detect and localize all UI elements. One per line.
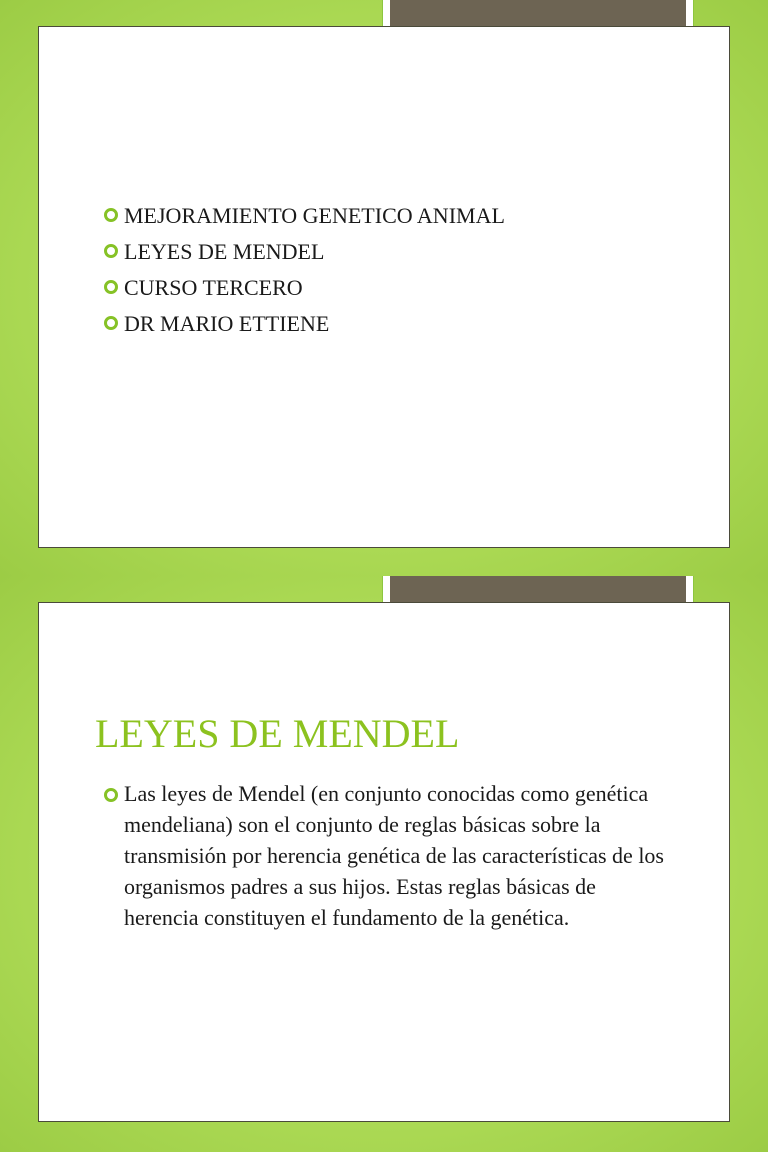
slide-1-bullet-list bbox=[104, 198, 505, 342]
bullet-item bbox=[104, 306, 505, 342]
bullet-circle-icon bbox=[104, 208, 118, 222]
bullet-item bbox=[104, 270, 505, 306]
bullet-item bbox=[104, 198, 505, 234]
bullet-text: MEJORAMIENTO GENETICO ANIMAL bbox=[124, 203, 505, 228]
slide-2 bbox=[0, 576, 768, 1152]
bullet-item bbox=[104, 778, 664, 933]
bullet-circle-icon bbox=[104, 244, 118, 258]
bullet-circle-icon bbox=[104, 788, 118, 802]
slide-title: LEYES DE MENDEL bbox=[95, 711, 460, 756]
bullet-circle-icon bbox=[104, 280, 118, 294]
bullet-paragraph: Las leyes de Mendel (en conjunto conocidas como genética mendeliana) son el conjunto de reglas básicas sobre la transmisión por herencia genética de las características de los organismos padres a sus hijos. Estas reglas básicas de herencia constituyen el fundamento de la genética. bbox=[124, 781, 664, 930]
bullet-text: CURSO TERCERO bbox=[124, 275, 303, 300]
bullet-item bbox=[104, 234, 505, 270]
bullet-circle-icon bbox=[104, 316, 118, 330]
bullet-text: DR MARIO ETTIENE bbox=[124, 311, 330, 336]
bullet-text: LEYES DE MENDEL bbox=[124, 239, 325, 264]
